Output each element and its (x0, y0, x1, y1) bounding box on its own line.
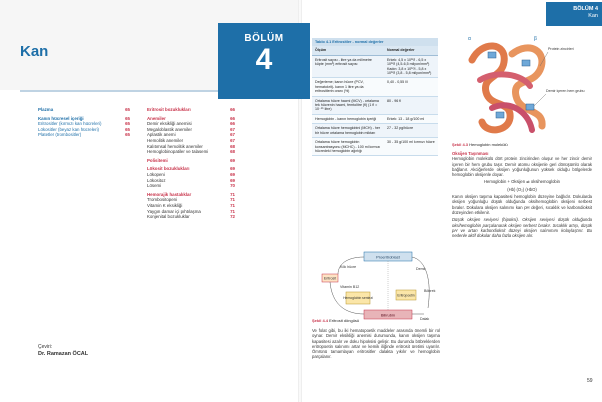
toc-entry-page: 65 (125, 132, 130, 138)
toc-entry-title: Hemolitik anemiler (147, 137, 184, 143)
toc-entry-title: Lökosit bozuklukları (147, 166, 190, 172)
chapter-tab-label: BÖLÜM 4 (573, 6, 598, 12)
diagram-node: Hemoglobin sentezi (343, 296, 373, 300)
chapter-label: BÖLÜM (244, 33, 284, 44)
toc-entry-page: 66 (230, 121, 235, 127)
table-cell: Eritrosit sayısı - litre ya da milimetre küpte (mm³) eritrosit sayısı (315, 57, 372, 67)
toc-entry-title: Yaygın damar içi pıhtılaşma (147, 208, 201, 214)
table-cell: 0,40 - 0,55 l/l (387, 80, 408, 85)
toc-entry-title: Hemoglobinopatiler ve talasemi (147, 149, 209, 155)
toc-entry-title: Eritrosit bozuklukları (147, 107, 191, 112)
figure-text: Eritrosit döngüsü (329, 318, 360, 323)
diagram-node: Eritropoetin (397, 293, 415, 298)
hb-label: β (534, 36, 537, 42)
table-cell: Ortalama hücre hemoglobini (MCH) - her bir hücre ortalama hemoglobin miktarı (315, 126, 381, 135)
hb-leader (534, 94, 546, 106)
toc-entry-title: Anemiler (147, 115, 166, 121)
table-header-cell: Normal değerler (387, 48, 415, 53)
toc-right-column (147, 107, 235, 220)
heme-group (488, 52, 496, 58)
toc-entry-title: Aplastik anemi (147, 132, 176, 138)
protein-chain (472, 46, 510, 130)
diagram-node: Kök hücre (340, 265, 357, 269)
figure-caption-cycle (312, 318, 442, 323)
toc-entry-title: Lökositoz (147, 177, 166, 183)
table-row (312, 97, 438, 115)
chapter-tab-sub: Kan (588, 13, 598, 19)
equation-subscript: (Hb) (O₂) (HbO) (507, 186, 537, 192)
toc-entry-page: 65 (125, 126, 130, 132)
toc-entry-page: 69 (230, 177, 235, 183)
toc-entry-title: Platetler (trombositler) (38, 132, 82, 138)
toc-entry-title: Hemorajik hastalıklar (147, 191, 192, 197)
toc-entry-page: 66 (230, 115, 235, 121)
toc-entry-title: Lösemi (147, 183, 162, 189)
paragraph: Düşük oksijen seviyesi (hipoksi). Oksijen seviyesi düşük olduğunda oksihemoglobin parçalanarak oksijen serbest bırakır. Sıcaklık artışı, düşük pH ve artan karbondioksit düzeyi oksijen salınımını kolaylaştırır. Bu nedenle aktif dokular daha fazla oksijen alır. (452, 217, 592, 239)
table-row (312, 138, 438, 156)
chapter-tab (546, 2, 602, 26)
toc-entry[interactable] (38, 132, 130, 138)
table-header-cell: Ölçüm (315, 48, 327, 53)
table-cell: Ortalama hücre hemoglobin konsantrasyonu (MCHC) - 100 ml kırmızı hücredeki hemoglobin ağırlığı (315, 140, 381, 153)
table-row (312, 124, 438, 138)
toc-entry-title: Lökositler (beyaz kan hücreleri) (38, 126, 100, 132)
section-heading: Oksijen Taşınması (452, 151, 489, 156)
heme-group (526, 104, 534, 110)
toc-entry-page: 66 (230, 107, 235, 112)
table-row (312, 115, 438, 124)
toc-entry-page: 69 (230, 157, 235, 163)
body-text-right (452, 148, 592, 238)
paragraph: Hemoglobin molekülü dört protein zincirinden oluşur ve her zincir demir içeren bir hem grubu taşır. Demir atomu oksijenle geri dönüşümlü olarak bağlanır. Akciğerlerde oksijen yoğunluğunun yüksek olduğu bölgelerde hemoglobin oksijenle doyar. (452, 156, 592, 178)
equation: Hemoglobin + Oksijen ⇌ oksihemoglobin (483, 179, 560, 185)
chapter-badge (218, 23, 310, 99)
hb-label: Protein zincirleri (548, 47, 574, 51)
toc-entry-title: Polisitemi (147, 157, 168, 163)
values-table (312, 38, 438, 238)
toc-entry-page: 68 (230, 149, 235, 155)
figure-caption-hemoglobin (452, 142, 592, 147)
toc-entry-page: 65 (125, 121, 130, 127)
toc-entry-page: 68 (230, 143, 235, 149)
toc-entry-title: Eritrositler (kırmızı kan hücreleri) (38, 121, 102, 127)
chapter-number: 4 (255, 43, 273, 76)
heme-group (496, 112, 504, 118)
figure-label: Şekil 4.3 (452, 142, 469, 147)
heme-group (522, 60, 530, 66)
table-cell: Ortalama hücre hacmi (MCV) - ortalama tek hücrenin hacmi, femtolitre (fl) (1 fl = 10⁻¹⁵ litre) (315, 98, 379, 112)
toc-entry-title: Plazma (38, 107, 54, 112)
paragraph: Kanın oksijen taşıma kapasitesi hemoglobin düzeyine bağlıdır. Dokularda oksijen yoğunluğu düşük olduğunda oksihemoglobin oksijeni serbest bırakır. Dokulara oksijen salınımı kan pH değeri, sıcaklık ve karbondioksit düzeyinden etkilenir. (452, 194, 592, 215)
right-page (302, 0, 600, 402)
toc-entry-title: Kalıtımsal hemolitik anemiler (147, 143, 203, 149)
diagram-node: Eritrosit (323, 276, 337, 281)
toc-entry-page: 71 (230, 208, 235, 214)
table-cell: 30 - 35 g/100 ml kırmızı hücre (387, 140, 435, 145)
toc-entry-page: 65 (125, 107, 130, 112)
figure-text: Hemoglobin molekülü (469, 142, 508, 147)
toc-entry-title: Kanın hücresel içeriği (38, 115, 84, 121)
toc-entry-page: 65 (125, 115, 130, 121)
toc-entry-page: 69 (230, 166, 235, 172)
diagram-node: Vitamin B12 (340, 285, 360, 289)
toc-entry-title: Lökopeni (147, 171, 165, 177)
table-cell: Erkek: 4,5 x 10¹²/l - 6,5 x 10¹²/l (4,5-6,5 milyon/mm³) Kadın: 3,8 x 10¹²/l - 5,8 x 10¹²/l (3,8 - 5,8 milyon/mm³) (387, 57, 432, 76)
table-cell: 27 - 32 pg/hücre (387, 126, 414, 131)
author-block (38, 344, 88, 358)
author-label: Çeviri: (38, 344, 53, 350)
page-number: 59 (587, 378, 593, 384)
toc-entry-page: 71 (230, 197, 235, 203)
toc-entry-page: 72 (230, 214, 235, 220)
table-cell: Erkek: 13 - 18 g/100 ml (387, 116, 425, 121)
table-header (312, 46, 438, 55)
body-text-left: Ve folat gibi, bu iki hematopoetik maddeler arasında önemli bir rol oynar. Demir eksikliği anemisi durumunda, kanın oksijen taşıma kapasitesi azalır ve doku hipoksisi gelişir. Bu durumda böbreklerden eritropoetin salınımı artar ve kemik iliğinde eritrosit üretimi uyarılır. Ömrünü tamamlayan eritrositler dalakta yıkılır ve hemoglobin parçalanır. (312, 328, 440, 360)
diagram-node: Dalak (420, 317, 430, 321)
table-cell: Hemoglobin - kanın hemoglobin içeriği (315, 116, 377, 121)
table-row (312, 56, 438, 79)
toc-entry-title: Demir eksikliği anemisi (147, 121, 192, 127)
toc-entry-page: 71 (230, 191, 235, 197)
hb-label: Demir içeren hem grubu (546, 89, 585, 93)
table-body (312, 56, 438, 157)
table-caption: Tablo 4.1 Eritrositler - normal değerler (312, 38, 438, 46)
diagram-arrow (412, 257, 429, 308)
toc-entry-page: 70 (230, 183, 235, 189)
figure-label: Şekil 4.4 (312, 318, 329, 323)
hemoglobin-illustration (452, 30, 585, 150)
hemoglobin-molecule (472, 46, 542, 130)
hb-label: α (468, 36, 471, 42)
diagram-node: Böbrek (424, 289, 436, 293)
toc-entry-title: Vitamin K eksikliği (147, 202, 183, 208)
toc-left-column (38, 107, 130, 138)
toc-entry-title: Trombositopeni (147, 197, 178, 203)
diagram-node: Bilirubin (380, 312, 396, 318)
diagram-node: Demir (416, 267, 426, 271)
table-row (312, 78, 438, 96)
toc-entry-page: 67 (230, 126, 235, 132)
diagram-node: Proeritroblast (376, 254, 400, 260)
toc-entry[interactable] (147, 214, 235, 220)
toc-entry-page: 69 (230, 171, 235, 177)
toc-entry-page: 67 (230, 137, 235, 143)
toc-entry-title: Konjenital bozukluklar (147, 214, 190, 220)
table-cell: 80 - 96 fl (387, 98, 401, 103)
chapter-title: Kan (20, 43, 49, 60)
toc-entry-title: Megaloblastik anemiler (147, 126, 192, 132)
author-name: Dr. Ramazan ÖCAL (38, 351, 89, 357)
toc-entry-page: 71 (230, 202, 235, 208)
table-cell: Değerleme; kanın hücre (PCV, hematokrit)- kanın 1 litre ya da eritrositlerin oranı (%) (315, 80, 364, 94)
toc-entry-page: 67 (230, 132, 235, 138)
